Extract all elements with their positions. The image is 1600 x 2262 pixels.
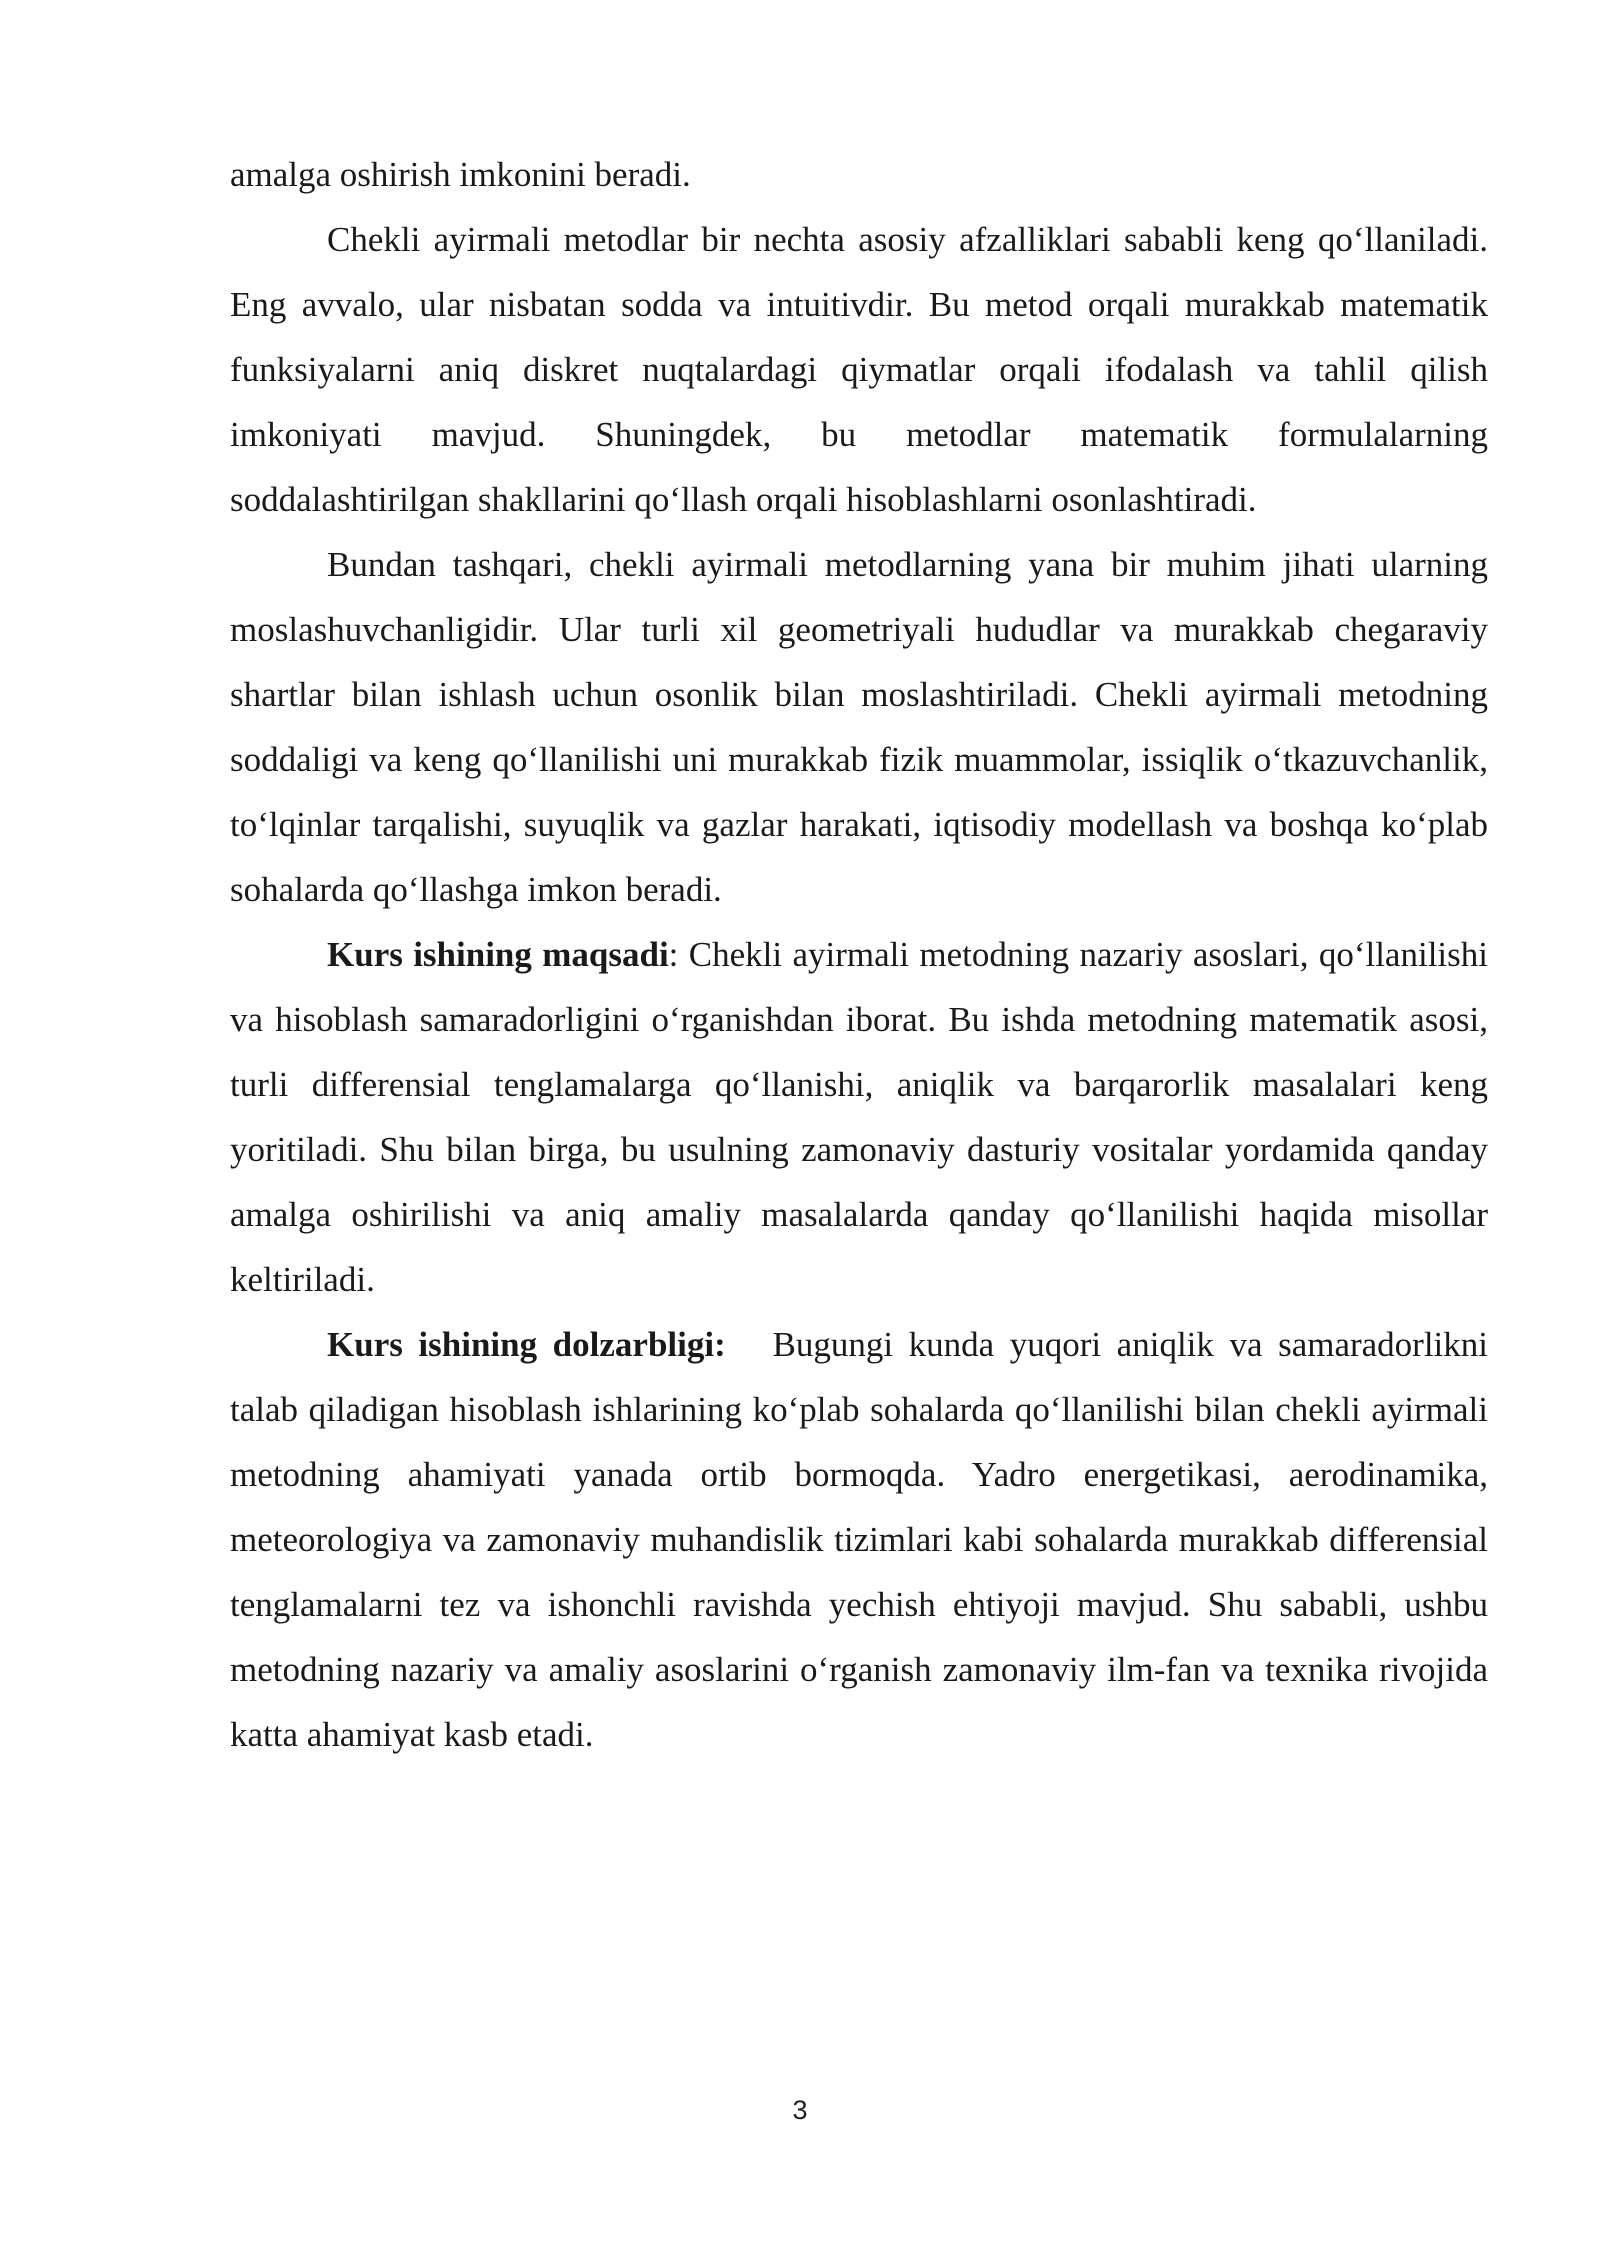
paragraph-course-goal [230, 922, 1488, 1312]
course-goal-heading: Kurs ishining maqsadi [327, 935, 669, 974]
paragraph-course-relevance [230, 1312, 1497, 1767]
page-number: 3 [792, 2095, 808, 2125]
course-goal-text: Chekli ayirmali metodning nazariy asoslari, qo‘llanilishi va hisoblash samaradorligini o‘rganishdan iborat. Bu ishda metodning matematik asosi, turli differensial tenglamalarga qo‘llanishi, aniqlik va barqarorlik masalalari keng yoritiladi. Shu bilan birga, bu usulning zamonaviy dasturiy vositalar yordamida qanday amalga oshirilishi va aniq amaliy masalalarda qanday qo‘llanilishi haqida misollar keltiriladi. [230, 935, 1488, 1299]
paragraph-advantages: Chekli ayirmali metodlar bir nechta asosiy afzalliklari sababli keng qo‘llaniladi. Eng avvalo, ular nisbatan sodda va intuitivdir. Bu metod orqali murakkab matematik funksiyalarni aniq diskret nuqtalardagi qiymatlar orqali ifodalash va tahlil qilish imkoniyati mavjud. Shuningdek, bu metodlar matematik formulalarning soddalashtirilgan shakllarini qo‘llash orqali hisoblashlarni osonlashtiradi. [230, 220, 1488, 519]
course-goal-separator: : [668, 935, 679, 974]
page-body [230, 142, 1497, 1767]
paragraph-continuation: amalga oshirish imkonini beradi. [230, 155, 691, 194]
course-relevance-text: Bugungi kunda yuqori aniqlik va samaradorlikni talab qiladigan hisoblash ishlarining ko‘plab sohalarda qo‘llanilishi bilan chekli ayirmali metodning ahamiyati yanada ortib bormoqda. Yadro energetikasi, aerodinamika, meteorologiya va zamonaviy muhandislik tizimlari kabi sohalarda murakkab differensial tenglamalarni tez va ishonchli ravishda yechish ehtiyoji mavjud. Shu sababli, ushbu metodning nazariy va amaliy asoslarini o‘rganish zamonaviy ilm-fan va texnika rivojida katta ahamiyat kasb etadi. [230, 1325, 1497, 1754]
paragraph-flexibility: Bundan tashqari, chekli ayirmali metodlarning yana bir muhim jihati ularning moslashuvchanligidir. Ular turli xil geometriyali hududlar va murakkab chegaraviy shartlar bilan ishlash uchun osonlik bilan moslashtiriladi. Chekli ayirmali metodning soddaligi va keng qo‘llanilishi uni murakkab fizik muammolar, issiqlik o‘tkazuvchanlik, to‘lqinlar tarqalishi, suyuqlik va gazlar harakati, iqtisodiy modellash va boshqa ko‘plab sohalarda qo‘llashga imkon beradi. [230, 545, 1488, 909]
course-relevance-heading: Kurs ishining dolzarbligi: [327, 1325, 726, 1364]
